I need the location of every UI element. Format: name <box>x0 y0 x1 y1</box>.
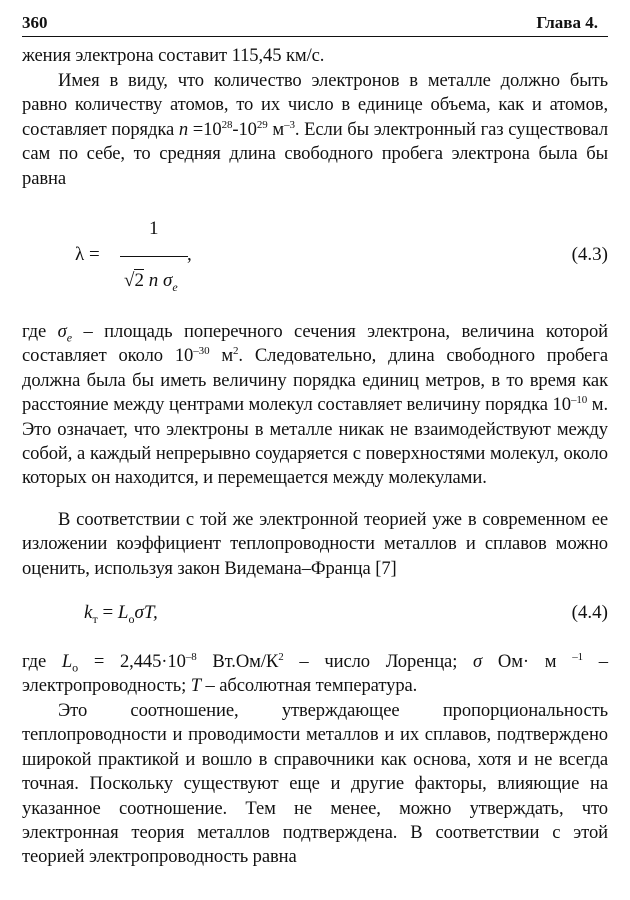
paragraph-4: В соответствии с той же электронной теорией уже в современном ее изложении коэффициент теплопроводности металлов и сплавов можно оценить, используя закон Видемана–Франца [7] <box>22 509 608 579</box>
page-header <box>22 10 608 37</box>
page-number: 360 <box>22 13 48 32</box>
paragraph-3: где $\sigma_e$ – площадь поперечного сечения электрона, величина которой составляет около $10^{-30}$ $м^2$. Следовательно, длина свободного пробега должна была бы иметь величину порядка единиц метров, в то время как расстояние между центрами молекул составляет величину порядка $10^{-10}$ м. Это означает, что электроны в металле никак не взаимодействуют между собой, а каждый непрерывно соударяется с поверхностями молекул, около которых он находится, и перемещается между молекулами. <box>22 321 609 489</box>
chapter-title: Глава 4. <box>536 13 598 32</box>
equation-comma: , <box>187 244 192 265</box>
equation-denominator: √2 n $\sigma_e$ <box>124 270 178 294</box>
equation-body: $k_т = L_o\sigma T$, <box>84 602 158 626</box>
equation-number: (4.4) <box>571 602 608 623</box>
paragraph-6: Это соотношение, утверждающее пропорциональность теплопроводности и проводимости металлов и их сплавов, подтверждено широкой практикой и вошло в справочники как основа, хотя и не всегда точная. Поскольку существуют еще и другие факторы, влияющие на указанное соотношение. Тем не менее, можно утверждать, что электронная теория металлов подтверждена. В соответствии с этой теорией электропроводность равна <box>22 700 608 868</box>
paragraph-1: жения электрона составит 115,45 км/с. <box>22 45 325 66</box>
paragraph-2: Имея в виду, что количество электронов в металле должно быть равно количеству атомов, то их число в единице объема, как и атомов, составляет порядка $n =10^{28}-10^{29}$ $м^{-3}$. Если бы электронный газ существовал сам по себе, то средняя длина свободного пробега электрона была бы равна <box>22 70 609 189</box>
fraction-bar <box>120 256 188 257</box>
equation-lhs: λ = <box>75 244 100 265</box>
equation-numerator: 1 <box>149 218 159 239</box>
equation-number: (4.3) <box>571 244 608 265</box>
paragraph-5: где $L_o = 2,445\cdot 10^{-8}$ $Вт.Ом/К^2$ – число Лоренца; σ Ом· м $^{-1}$ – электропроводность; T – абсолютная температура. <box>22 650 608 697</box>
